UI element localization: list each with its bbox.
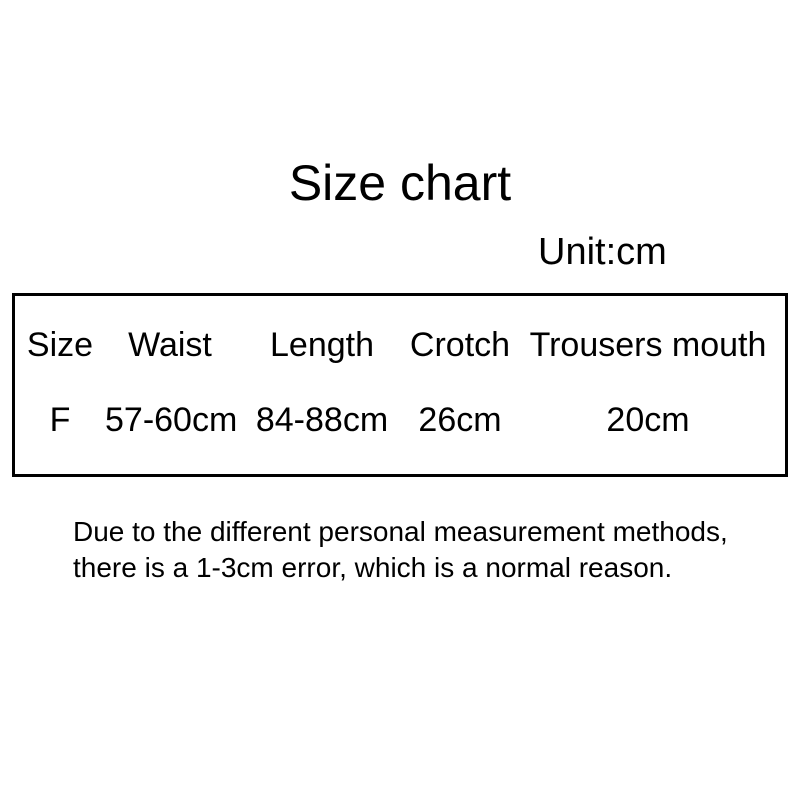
column-header-crotch: Crotch <box>409 326 511 364</box>
page-title: Size chart <box>288 155 512 211</box>
size-table-data-row <box>15 403 785 437</box>
size-table <box>12 293 788 477</box>
unit-label: Unit:cm <box>538 231 667 273</box>
cell-trousers-mouth-value: 20cm <box>606 401 690 439</box>
note-line-1: Due to the different personal measurement methods, <box>73 516 728 547</box>
column-header-waist: Waist <box>128 326 212 364</box>
cell-length-value: 84-88cm <box>255 401 389 439</box>
size-table-header-row <box>15 328 785 362</box>
cell-crotch-value: 26cm <box>418 401 502 439</box>
column-header-trousers-mouth: Trousers mouth <box>529 326 767 364</box>
column-header-size: Size <box>26 326 94 364</box>
column-header-length: Length <box>270 326 374 364</box>
cell-waist-value: 57-60cm <box>105 401 238 439</box>
measurement-note <box>73 514 728 586</box>
cell-size-value: F <box>49 401 71 439</box>
note-line-2: there is a 1-3cm error, which is a normal reason. <box>73 552 673 583</box>
